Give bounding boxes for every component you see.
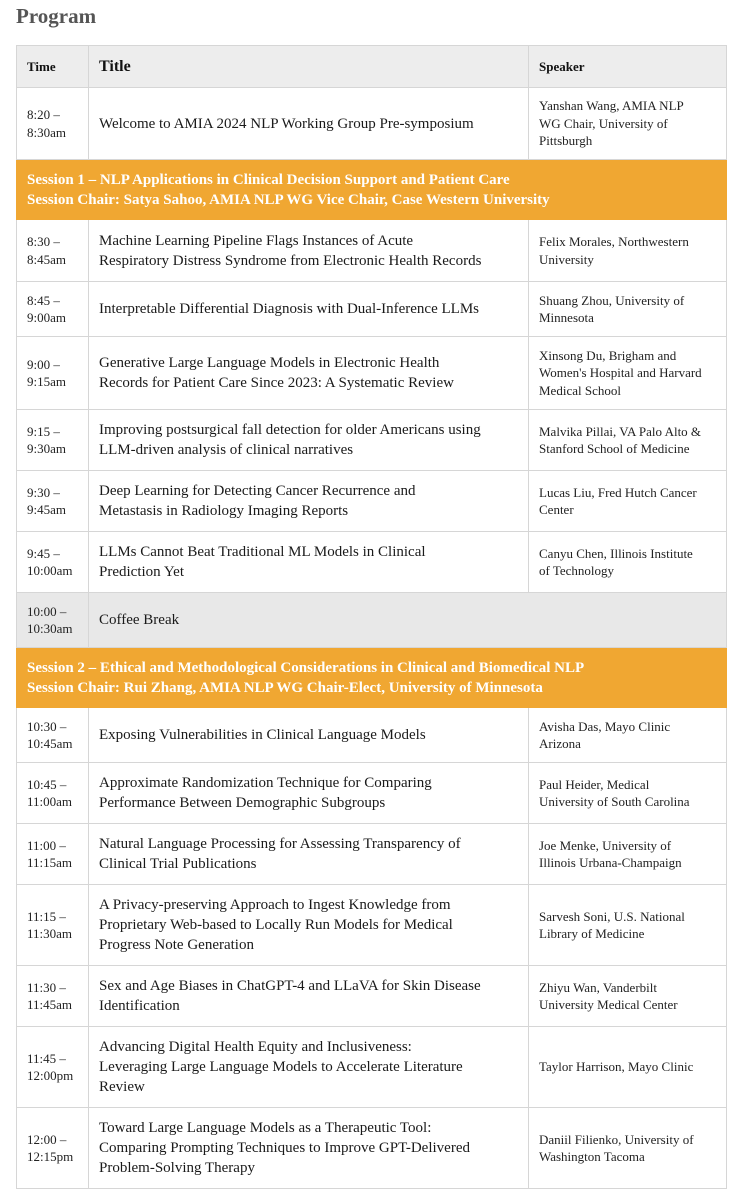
speaker-line: WG Chair, University of xyxy=(539,115,668,131)
time-line: 10:45am xyxy=(27,736,73,751)
talk-time xyxy=(17,824,89,885)
talk-time xyxy=(17,337,89,410)
title-line: Metastasis in Radiology Imaging Reports xyxy=(99,503,349,519)
title-line: Clinical Trial Publications xyxy=(99,856,257,872)
title-line: LLMs Cannot Beat Traditional ML Models in Clinical xyxy=(99,544,426,560)
talk-time xyxy=(17,763,89,824)
talk-speaker xyxy=(529,282,727,337)
speaker-line: Lucas Liu, Fred Hutch Cancer xyxy=(539,484,697,500)
speaker-line: Xinsong Du, Brigham and xyxy=(539,347,677,363)
table-row xyxy=(17,1108,727,1189)
speaker-line: Medical School xyxy=(539,382,621,398)
speaker-line: Malvika Pillai, VA Palo Alto & xyxy=(539,423,702,439)
column-header-time: Time xyxy=(17,46,89,88)
title-line: Generative Large Language Models in Electronic Health xyxy=(99,355,440,371)
time-line: 10:00 – xyxy=(27,603,67,619)
talk-title xyxy=(89,337,529,410)
talk-title xyxy=(89,1108,529,1189)
title-line: Prediction Yet xyxy=(99,564,185,580)
time-line: 11:15am xyxy=(27,855,73,870)
speaker-line: Illinois Urbana-Champaign xyxy=(539,855,682,870)
talk-time xyxy=(17,282,89,337)
time-line: 11:30 – xyxy=(27,979,66,995)
table-header-row xyxy=(17,46,727,88)
table-row xyxy=(17,337,727,410)
talk-time xyxy=(17,532,89,593)
title-line: Comparing Prompting Techniques to Improve GPT-Delivered xyxy=(99,1140,470,1156)
speaker-line: Felix Morales, Northwestern xyxy=(539,234,689,249)
session-1-header-chair: Session Chair: Satya Sahoo, AMIA NLP WG Vice Chair, Case Western University xyxy=(27,191,550,208)
title-line: Machine Learning Pipeline Flags Instances of Acute xyxy=(99,232,414,249)
title-line: Welcome to AMIA 2024 NLP Working Group Pre-symposium xyxy=(99,115,474,132)
title-line: Natural Language Processing for Assessing Transparency of xyxy=(99,836,461,852)
speaker-line: Avisha Das, Mayo Clinic xyxy=(539,718,671,734)
speaker-line: Library of Medicine xyxy=(539,926,645,941)
talk-title xyxy=(89,885,529,966)
time-line: 8:45 – xyxy=(27,292,60,308)
speaker-line: of Technology xyxy=(539,563,615,578)
time-line: 8:30am xyxy=(27,124,66,140)
title-line: Progress Note Generation xyxy=(99,937,254,953)
title-line: Deep Learning for Detecting Cancer Recurrence and xyxy=(99,483,416,499)
time-line: 9:45am xyxy=(27,502,66,517)
time-line: 9:30 – xyxy=(27,484,60,500)
speaker-line: Shuang Zhou, University of xyxy=(539,292,685,308)
session-2-header-chair: Session Chair: Rui Zhang, AMIA NLP WG Chair-Elect, University of Minnesota xyxy=(27,679,543,696)
speaker-line: Paul Heider, Medical xyxy=(539,776,650,792)
time-line: 11:00 – xyxy=(27,837,66,853)
speaker-line: University of South Carolina xyxy=(539,794,690,809)
title-line: LLM-driven analysis of clinical narratives xyxy=(99,442,354,458)
speaker-line: University xyxy=(539,251,594,267)
title-line: Performance Between Demographic Subgroups xyxy=(99,795,386,811)
title-line: Respiratory Distress Syndrome from Electronic Health Records xyxy=(99,252,482,269)
break-title: Coffee Break xyxy=(89,593,727,648)
table-row xyxy=(17,282,727,337)
program-table xyxy=(16,45,727,1189)
speaker-line: Zhiyu Wan, Vanderbilt xyxy=(539,979,657,995)
talk-title xyxy=(89,471,529,532)
time-line: 8:45am xyxy=(27,251,66,267)
session-1-header xyxy=(17,160,727,220)
title-line: Exposing Vulnerabilities in Clinical Language Models xyxy=(99,727,426,743)
talk-time xyxy=(17,88,89,160)
column-header-speaker: Speaker xyxy=(529,46,727,88)
time-line: 11:30am xyxy=(27,926,73,941)
talk-time xyxy=(17,885,89,966)
speaker-line: Canyu Chen, Illinois Institute xyxy=(539,545,693,561)
session-2-header-cell xyxy=(17,648,727,708)
talk-speaker xyxy=(529,966,727,1027)
talk-speaker xyxy=(529,1027,727,1108)
title-line: Toward Large Language Models as a Therapeutic Tool: xyxy=(99,1120,432,1136)
column-header-title: Title xyxy=(89,46,529,88)
speaker-line: Arizona xyxy=(539,736,581,751)
table-row xyxy=(17,88,727,160)
talk-time xyxy=(17,708,89,763)
talk-time xyxy=(17,471,89,532)
table-row xyxy=(17,471,727,532)
title-line: Interpretable Differential Diagnosis with Dual-Inference LLMs xyxy=(99,301,479,317)
time-line: 8:20 – xyxy=(27,107,60,122)
time-line: 12:00 – xyxy=(27,1131,67,1147)
talk-time xyxy=(17,1108,89,1189)
table-row xyxy=(17,966,727,1027)
talk-title xyxy=(89,824,529,885)
time-line: 11:00am xyxy=(27,794,73,809)
talk-time xyxy=(17,966,89,1027)
session-1-header-title: Session 1 – NLP Applications in Clinical Decision Support and Patient Care xyxy=(27,171,510,188)
talk-title xyxy=(89,282,529,337)
time-line: 9:15 – xyxy=(27,423,60,439)
speaker-line: University Medical Center xyxy=(539,997,678,1012)
talk-speaker xyxy=(529,824,727,885)
title-line: Approximate Randomization Technique for Comparing xyxy=(99,775,432,791)
title-line: Problem-Solving Therapy xyxy=(99,1160,255,1176)
time-line: 9:00am xyxy=(27,310,66,325)
talk-title xyxy=(89,532,529,593)
talk-speaker xyxy=(529,532,727,593)
table-row xyxy=(17,708,727,763)
speaker-line: Yanshan Wang, AMIA NLP xyxy=(539,98,684,114)
talk-speaker xyxy=(529,708,727,763)
talk-speaker xyxy=(529,88,727,160)
talk-time xyxy=(17,1027,89,1108)
title-line: Leveraging Large Language Models to Accelerate Literature xyxy=(99,1059,463,1075)
talk-title xyxy=(89,1027,529,1108)
title-line: Records for Patient Care Since 2023: A Systematic Review xyxy=(99,375,454,391)
time-line: 10:30am xyxy=(27,621,73,636)
table-row xyxy=(17,824,727,885)
talk-speaker xyxy=(529,763,727,824)
title-line: Identification xyxy=(99,998,180,1014)
speaker-line: Taylor Harrison, Mayo Clinic xyxy=(539,1059,694,1075)
speaker-line: Women's Hospital and Harvard xyxy=(539,365,702,381)
title-line: Review xyxy=(99,1079,145,1095)
time-line: 10:00am xyxy=(27,563,73,578)
talk-speaker xyxy=(529,885,727,966)
session-2-header xyxy=(17,648,727,708)
title-line: Advancing Digital Health Equity and Inclusiveness: xyxy=(99,1039,412,1055)
talk-title xyxy=(89,220,529,282)
time-line: 8:30 – xyxy=(27,234,60,249)
table-row xyxy=(17,220,727,282)
table-row xyxy=(17,1027,727,1108)
time-line: 11:15 – xyxy=(27,908,66,924)
talk-speaker xyxy=(529,410,727,471)
talk-speaker xyxy=(529,1108,727,1189)
talk-speaker xyxy=(529,220,727,282)
session-1-header-cell xyxy=(17,160,727,220)
speaker-line: Washington Tacoma xyxy=(539,1149,645,1164)
time-line: 9:00 – xyxy=(27,356,60,372)
session-2-header-title: Session 2 – Ethical and Methodological Considerations in Clinical and Biomedical NLP xyxy=(27,659,585,676)
table-row xyxy=(17,885,727,966)
coffee-break-row xyxy=(17,593,727,648)
time-line: 11:45am xyxy=(27,997,73,1012)
time-line: 9:45 – xyxy=(27,545,60,561)
speaker-line: Minnesota xyxy=(539,310,594,325)
speaker-line: Joe Menke, University of xyxy=(539,837,672,853)
time-line: 10:45 – xyxy=(27,776,67,792)
time-line: 12:00pm xyxy=(27,1068,74,1083)
break-time xyxy=(17,593,89,648)
time-line: 9:15am xyxy=(27,374,66,389)
program-table-body xyxy=(17,46,727,1189)
speaker-line: Daniil Filienko, University of xyxy=(539,1131,694,1147)
talk-speaker xyxy=(529,471,727,532)
time-line: 11:45 – xyxy=(27,1050,66,1066)
time-line: 10:30 – xyxy=(27,718,67,734)
talk-title xyxy=(89,410,529,471)
title-line: Sex and Age Biases in ChatGPT-4 and LLaVA for Skin Disease xyxy=(99,978,481,994)
talk-time xyxy=(17,410,89,471)
talk-speaker xyxy=(529,337,727,410)
talk-title xyxy=(89,763,529,824)
speaker-line: Center xyxy=(539,502,574,517)
talk-title xyxy=(89,88,529,160)
page-title: Program xyxy=(16,4,97,28)
table-row xyxy=(17,410,727,471)
table-row xyxy=(17,763,727,824)
talk-time xyxy=(17,220,89,282)
title-line: A Privacy-preserving Approach to Ingest Knowledge from xyxy=(99,897,451,913)
speaker-line: Sarvesh Soni, U.S. National xyxy=(539,908,685,924)
time-line: 9:30am xyxy=(27,441,66,456)
table-row xyxy=(17,532,727,593)
title-line: Improving postsurgical fall detection for older Americans using xyxy=(99,422,481,438)
speaker-line: Pittsburgh xyxy=(539,133,593,149)
talk-title xyxy=(89,966,529,1027)
title-line: Proprietary Web-based to Locally Run Models for Medical xyxy=(99,917,453,933)
talk-title xyxy=(89,708,529,763)
speaker-line: Stanford School of Medicine xyxy=(539,441,690,456)
time-line: 12:15pm xyxy=(27,1149,74,1164)
